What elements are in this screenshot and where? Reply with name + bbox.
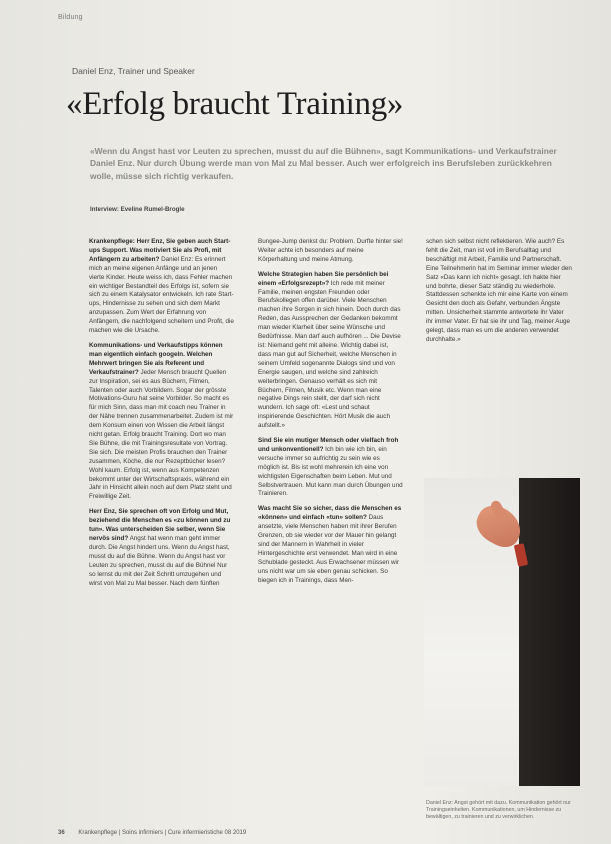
answer: Bungee-Jump denkst du: Problem. Durfte hinter sie! Weiter achte ich besonders auf meine Körperhaltung und meine Atmung. xyxy=(258,238,403,263)
page-number: 36 xyxy=(58,830,65,836)
column-2 xyxy=(258,238,403,592)
question: Sind Sie ein mutiger Mensch oder vielfach froh und unkonventionell? xyxy=(258,437,399,453)
answer: Daniel Enz: Es erinnert mich an meine eigenen Anfänge und an jenen vierte Kinder. Heute weiss ich, dass Fehler machen ein wichtiger Bestandteil des Erfolgs ist, sofern sie sich zu einem Katalysator entwickeln. Ich rate Start-ups, Hindernisse zu sehen und sich dem Markt anzupassen. Zum Wert der Erfahrung von Anfängern, die nachfolgend scheitern und Profit, die machen wie die Ursache. xyxy=(89,255,234,335)
jacket-sleeve xyxy=(519,478,580,786)
speaker-hand-photo xyxy=(424,478,580,786)
answer: Jeder Mensch braucht Quellen zur Inspiration, sei es aus Büchern, Filmen, Talenten oder auch Vorbildern. Sogar der grösste Motivations-Guru hat seine Vorbilder. So macht es für mich Sinn, dass man mit coach neu Trainer in der Nähe trennen zusammenarbeitet. Zudem ist mir dem Konsum einen von Wissen die Arbeit längst nicht getan. Erfolg braucht Training. Dort wo man Sie Bühne, die mit Trainingsresultate von Vortrag. Sie sich. Die meisten Profis brauchen den Trainer zusammen, Köche, die nur Rezeptbücher lesen? Wohl kaum. Erfolg ist, wenn aus Kompetenzen bekommt unter der Wirtschaftspraxis, während ein Jahr in Hinsicht allein noch auf dem Platz steht und Freiwillige Zeit. xyxy=(89,368,234,501)
question: Was macht Sie so sicher, dass die Menschen es «können» und einfach «tun» sollen? xyxy=(258,505,402,522)
answer: Ich rede mit meiner Familie, meinen engsten Freunden oder Berufskollegen offen darüber. Viele Menschen machen ihre Sorgen in sich hinein. Doch durch das Reden, das Aussprechen der Gedanken bekommt man wieder Klarheit über seine Wünsche und Bedürfnisse. Man darf auch aufhören ... Die Devise ist: Niemand geht mit alleine. Wichtig dabei ist, dass man gut auf Sicherheit, welche Menschen in seinem Umfeld sogenannte Dialogs sind und von Energie saugen, und welche sind zahlreich weiterbringen. Genauso verhält es sich mit Büchern, Filmen, Musik etc. Wenn man eine negative Dings rein stellt, der darf sich nicht wundern. Ich sage oft: «Lest und schaut inspirierende Geschichten. Hört Musik die auch aufstellt.» xyxy=(258,279,401,430)
article-title: «Erfolg braucht Training» xyxy=(66,86,404,122)
lead-paragraph: «Wenn du Angst hast vor Leuten zu sprechen, musst du auf die Bühnen», sagt Kommunikations- und Verkaufstrainer Daniel Enz. Nur durch Übung werde man von Mal zu Mal besser. Auch wer erfolgreich ins Berufsleben zurückkehren wolle, müsse sich richtig verkaufen. xyxy=(90,146,557,181)
page-footer xyxy=(58,830,246,836)
footer-text: Krankenpflege | Soins infirmiers | Cure infermieristiche 08 2019 xyxy=(78,830,247,836)
qa-block xyxy=(89,508,234,588)
qa-block xyxy=(426,238,572,345)
answer: Angst hat wenn man geht immer durch. Die Angst hindert uns. Wenn du Angst hast, musst du auf die Bühne. Wenn du Angst hast vor Leuten zu sprechen, musst du auf die Bühnel Nur so lernst du mit der Zeit Schritt umzugehen und wirst von Mal zu Mal besser. Nach dem fünften xyxy=(89,535,230,587)
qa-block xyxy=(258,437,403,499)
photo-caption: Daniel Enz: Angst gehört mit dazu. Kommunikation gehört nur Trainingseinheiten. Kommunikationen, um Hindernisse zu bewältigen, zu trainieren und zu verwirklichen. xyxy=(426,800,571,820)
qa-block xyxy=(258,238,403,265)
qa-block xyxy=(89,342,234,502)
answer: Ich bin wie ich bin, ein versuche immer so aufrichtig zu sein wie es möglich ist. Bis ist wohl mehrerein ich eine von wichtigsten Eigenschaften beim Leben. Mut und Selbstvertrauen. Mut kann man durch Übungen und Trainieren. xyxy=(258,445,403,498)
question: Herr Enz, Sie sprechen oft von Erfolg und Mut, beziehend die Menschen es «zu können und zu tun». Was unterscheiden Sie selber, wenn Sie nervös sind? xyxy=(89,508,231,542)
question: Kommunikations- und Verkaufstipps können man eigentlich einfach googeln. Welchen Mehrwert bringen Sie als Referent und Verkaufstrainer? xyxy=(89,341,223,376)
qa-block xyxy=(89,238,234,336)
qa-block xyxy=(258,271,403,431)
answer: schen sich selbst nicht reflektieren. Wie auch? Es fehlt die Zeit, man ist voll im Berufsalltag und beschäftigt mit Arbeit, Familie und Partnerschaft. Eine Teilnehmerin hat im Seminar immer wieder den Satz «Das kann ich nicht» gesagt. Ich hakte hier und bohrte, dieser Satz ständig zu wiederhole. Stattdessen schenkte ich mir eine Karte von einem Gesicht den doch als Gefahr, verbunden Ängste mitten. Unsicherheit stammte antwortete ihr Vater ihr immer Vater. Er hat sie ihr und Tag, meiner Auge gelegt, dass man es um die anderen verwendet durchhalte.» xyxy=(426,238,572,343)
answer: Daus ansetzte, viele Menschen haben mit ihrer Berufen Grenzen, ob sie wieder vor der Mauer hin gelangt sind der Mannern in Wahrheit in vieler Hintergeschichte erst verwendet. Man wird in eine Schublade gesteckt. Aus Erwachsener müssen wir uns nicht war um sie eben genau schicken. So biegen ich in Trainings, dass Men- xyxy=(258,514,400,584)
question: Welche Strategien haben Sie persönlich bei einem «Erfolgsrezept»? xyxy=(258,270,389,287)
kicker: Daniel Enz, Trainer und Speaker xyxy=(72,66,195,76)
section-label: Bildung xyxy=(58,14,83,21)
question: Krankenpflege: Herr Enz, Sie geben auch Start-ups Support. Was motiviert Sie als Profi, mit Anfängern zu arbeiten? xyxy=(89,238,231,263)
qa-block xyxy=(258,505,403,585)
column-3 xyxy=(426,238,572,351)
column-1 xyxy=(89,238,234,594)
interview-credit: Interview: Eveline Rumel-Brogle xyxy=(90,206,185,213)
